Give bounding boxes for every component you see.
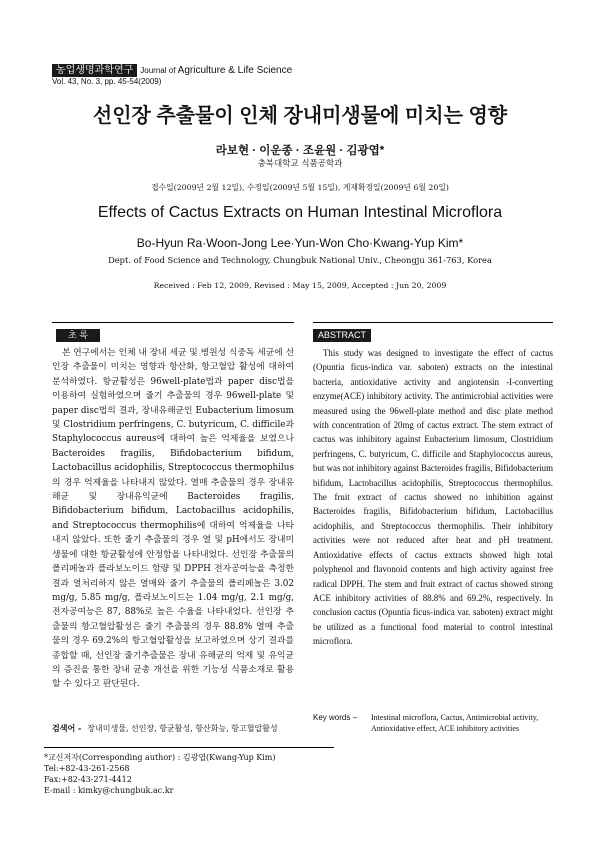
- affiliation-en: Dept. of Food Science and Technology, Chungbuk National Univ., Cheongju 361-763, Korea: [108, 255, 492, 265]
- keywords-ko-label: 검색어 -: [52, 723, 82, 733]
- authors-en: Bo-Hyun Ra·Woon-Jong Lee·Yun-Won Cho·Kwang-Yup Kim*: [136, 236, 464, 250]
- abstract-en-text: This study was designed to investigate the effect of cactus (Opuntia ficus-indica var. saboten) extracts on the intestinal bacteria, antioxidative activity and angiotensin -I-converting enzyme(ACE) inhibitory activity. The antimicrobial activities were measured using the 96well-plate method and disc plate method with concentration of 20mg of cactus extract. The stem extract of cactus was inhibitory against Eubacterium limosum, Clostridium perfringens, C. butyricum, C. difficile and Staphylococcus aureus, but was not inhibitory against Bacteroides fragilis, Bifidobacterium bifidum, Lactobacillus acidophilis, Streptococcus thermophilus. The fruit extract of cactus showed no inhibition against Bacteroides fragilis, Bifidobacterium bifidum, Lactobacillus acidophilis, and Streptococcus thermophilis. Their inhibitory activities were not reduced after heat and pH treatment. Antioxidative effects of cactus extracts showed high total polyphenol and flavonoid contents and high activity against free radical DPPH. The stem and fruit extract of cactus showed strong ACE inhibitory activities of 88.8% and 69.2%, respectively. In conclusion cactus (Opuntia ficus-indica var. saboten) extract might be utilized as a functional food material to control intestinal microflora.: [313, 348, 553, 647]
- abstract-ko-text: 본 연구에서는 인체 내 장내 세균 및 병원성 식중독 세균에 선인장 추출물이 미치는 영향과 항산화, 항고혈압 활성에 대하여 분석하였다. 항균활성은 96well-plate법과 paper disc법을 이용하여 실험하였으며 줄기 추출물의 경우 96well-plate 및 paper disc법의 결과, 장내유해균인 Eubacterium limosum 및 Clostridium perfringens, C. butyricum, C. difficile과 Staphylococcus aureus에 대하여 높은 억제율을 보였으나 Bacteroides fragilis, Bifidobacterium bifidum, Lactobacillus acidophilis, Streptococcus thermophilus의 경우 억제율을 나타내지 않았다. 열매 추출물의 경우 장내유해균 및 장내유익균에 Bacteroides fragilis, Bifidobacterium bifidum, Lactobacillus acidophilis, and Streptococcus thermophilis에 대하여 억제율을 나타내지 않았다. 또한 줄기 추출물의 경우 열 및 pH에서도 장내미생물에 대한 항균활성에 안정함을 나타내었다. 선인장 추출물의 폴리페놀과 플라보노이드 함량 및 DPPH 전자공여능을 측정한 결과 열처리하지 않은 열매와 줄기 추출물의 폴리페놀은 3.02 mg/g, 5.85 mg/g, 플라보노이드는 1.04 mg/g, 2.1 mg/g, 전자공여능은 87, 88%로 높은 수율을 나타내었다. 선인장 추출물의 항고혈압활성은 줄기 추출물의 경우 88.8% 열매 추출물의 경우 69.2%의 항고혈압활성을 보고하였으며 상기 결과를 종합할 때, 선인장 줄기추출물은 장내 유해균의 억제 및 유익균의 증진을 통한 장내 균총 개선을 위한 기능성 식품소재로 활용할 수 있다고 판단된다.: [52, 348, 294, 690]
- abstract-en-body: [313, 346, 553, 649]
- journal-title-ko: 농업생명과학연구: [52, 64, 137, 77]
- keywords-en: [313, 712, 553, 734]
- footnote-divider: [44, 747, 334, 748]
- corresponding-author: *교신저자(Corresponding author) : 김광엽(Kwang-Yup Kim): [44, 753, 276, 762]
- dates-en: Received : Feb 12, 2009, Revised : May 15, 2009, Accepted : Jun 20, 2009: [153, 281, 447, 290]
- dates-ko: 접수일(2009년 2월 12일), 수정일(2009년 5월 15일), 게재확정일(2009년 6월 20일): [151, 183, 449, 192]
- journal-prefix: Journal of: [140, 66, 176, 75]
- author-tel: Tel:+82-43-261-2568: [44, 764, 130, 773]
- journal-title-en: Agriculture & Life Science: [177, 65, 293, 76]
- keywords-en-text: Intestinal microflora, Cactus, Antimicrobial activity, Antioxidative effect, ACE inhibitory activities: [371, 713, 539, 733]
- keywords-ko-text: 장내미생물, 선인장, 항균활성, 항산화능, 항고혈압활성: [87, 724, 278, 733]
- abstract-ko-body: [52, 346, 294, 692]
- title-ko: 선인장 추출물이 인체 장내미생물에 미치는 영향: [92, 105, 508, 127]
- authors-ko: 라보현 · 이운종 · 조윤원 · 김광엽*: [215, 145, 385, 157]
- keywords-en-label: Key words –: [313, 713, 358, 722]
- volume-info: Vol. 43, No. 3, pp. 45-54(2009): [52, 77, 162, 86]
- author-fax: Fax:+82-43-271-4412: [44, 775, 132, 784]
- abstract-en-heading-bar: [313, 322, 553, 340]
- abstract-ko-heading: 초 록: [56, 329, 100, 342]
- abstract-ko-heading-bar: [52, 322, 294, 340]
- title-en: Effects of Cactus Extracts on Human Intestinal Microflora: [97, 204, 503, 221]
- abstract-en-heading: ABSTRACT: [313, 329, 371, 342]
- affiliation-ko: 충북대학교 식품공학과: [257, 159, 343, 169]
- journal-header: [52, 61, 292, 76]
- keywords-ko: [52, 723, 294, 734]
- footnote: [44, 752, 276, 796]
- author-email: E-mail : kimky@chungbuk.ac.kr: [44, 786, 174, 795]
